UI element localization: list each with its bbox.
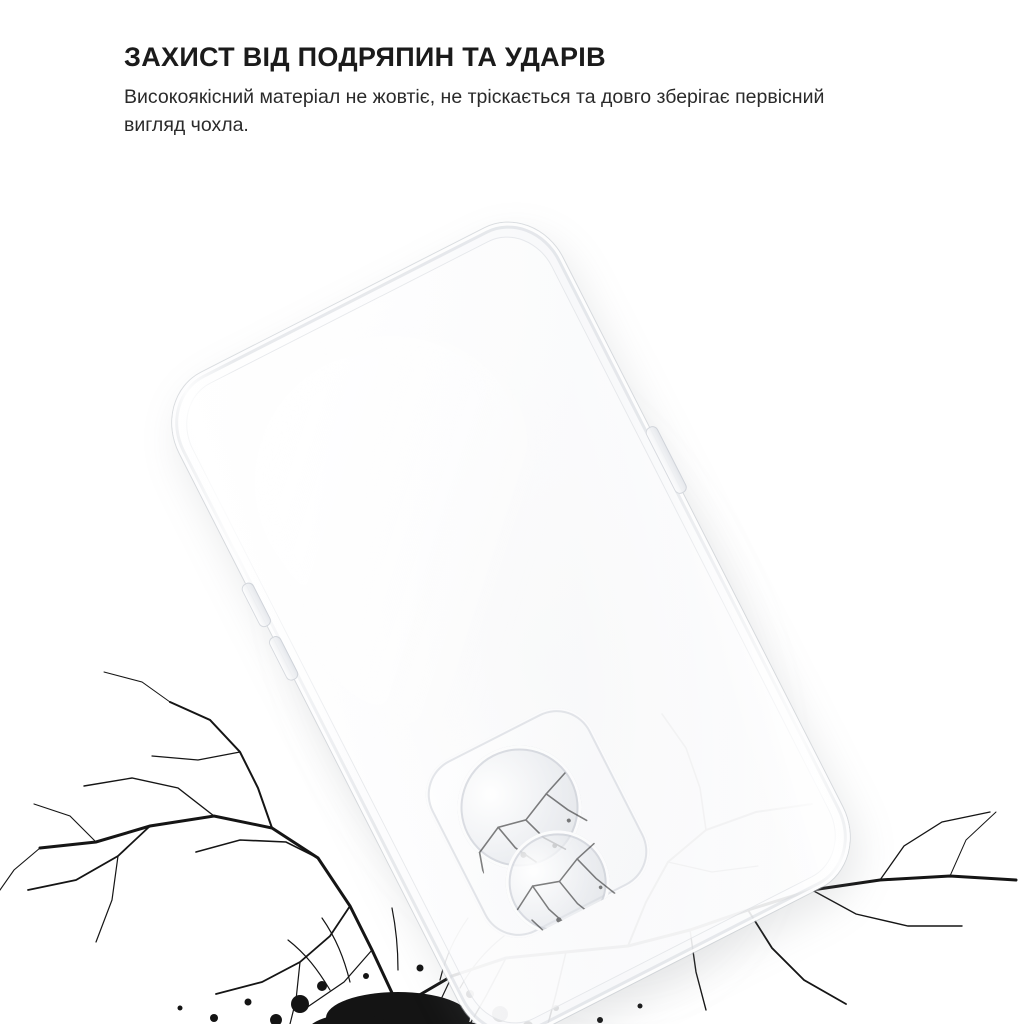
product-image-alt bbox=[0, 160, 1, 161]
text-block bbox=[124, 42, 924, 140]
page-subtitle: Високоякісний матеріал не жовтіє, не тріскається та довго зберігає первісний вигляд чохла. bbox=[124, 86, 825, 137]
page-title: ЗАХИСТ ВІД ПОДРЯПИН ТА УДАРІВ bbox=[124, 42, 606, 72]
product-image bbox=[0, 160, 1024, 1024]
